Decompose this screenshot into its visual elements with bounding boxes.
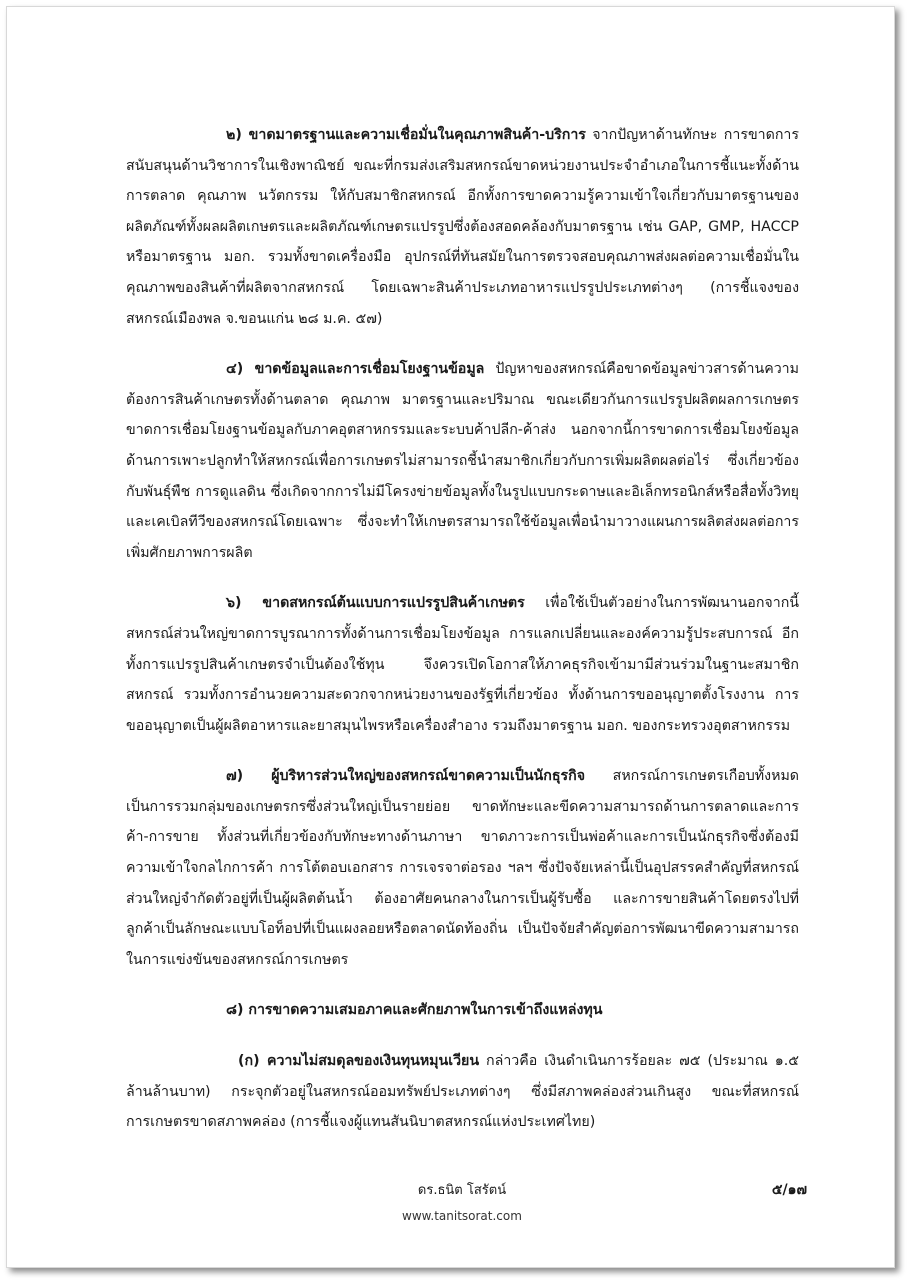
document-body bbox=[126, 120, 799, 1138]
paragraph-management bbox=[126, 761, 799, 975]
paragraph-heading: ๘) การขาดความเสมอภาคและศักยภาพในการเข้าถึงแหล่งทุน bbox=[226, 1002, 603, 1019]
paragraph-gap bbox=[126, 568, 799, 588]
paragraph-gap bbox=[126, 975, 799, 995]
paragraph-gap bbox=[126, 334, 799, 354]
footer-author: ดร.ธนิต โสรัตน์ bbox=[417, 1183, 507, 1198]
paragraph-text: เพื่อใช้เป็นตัวอย่างในการพัฒนานอกจากนี้สหกรณ์ส่วนใหญ่ขาดการบูรณาการทั้งด้านการเชื่อมโยงข้อมูล การแลกเปลี่ยนและองค์ความรู้ประสบการณ์ อีกทั้งการแปรรูปสินค้าเกษตรจำเป็นต้องใช้ทุน จึงควรเปิดโอกาสให้ภาคธุรกิจเข้ามามีส่วนร่วมในฐานะสมาชิกสหกรณ์ รวมทั้งการอำนวยความสะดวกจากหน่วยงานของรัฐที่เกี่ยวข้อง ทั้งด้านการขออนุญาตตั้งโรงงาน การขออนุญาตเป็นผู้ผลิตอาหารและยาสมุนไพรหรือเครื่องสำอาง รวมถึงมาตรฐาน มอก. ของกระทรวงอุตสาหกรรม bbox=[126, 595, 799, 734]
paragraph-gap bbox=[126, 1026, 799, 1046]
paragraph-text: จากปัญหาด้านทักษะ การขาดการสนับสนุนด้านวิชาการในเชิงพาณิชย์ ขณะที่กรมส่งเสริมสหกรณ์ขาดหน่วยงานประจำอำเภอในการชี้แนะทั้งด้านการตลาด คุณภาพ นวัตกรรม ให้กับสมาชิกสหกรณ์ อีกทั้งการขาดความรู้ความเข้าใจเกี่ยวกับมาตรฐานของผลิตภัณฑ์ทั้งผลผลิตเกษตรและผลิตภัณฑ์เกษตรแปรรูปซึ่งต้องสอดคล้องกับมาตรฐาน เช่น GAP, GMP, HACCP หรือมาตรฐาน มอก. รวมทั้งขาดเครื่องมือ อุปกรณ์ที่ทันสมัยในการตรวจสอบคุณภาพส่งผลต่อความเชื่อมั่นในคุณภาพของสินค้าที่ผลิตจากสหกรณ์ โดยเฉพาะสินค้าประเภทอาหารแปรรูปประเภทต่างๆ (การชี้แจงของสหกรณ์เมืองพล จ.ขอนแก่น ๒๘ ม.ค. ๕๗) bbox=[126, 127, 799, 327]
footer-website-link[interactable]: www.tanitsorat.com bbox=[402, 1209, 522, 1223]
paragraph-heading: ๖) ขาดสหกรณ์ต้นแบบการแปรรูปสินค้าเกษตร bbox=[226, 595, 525, 612]
paragraph-gap bbox=[126, 741, 799, 761]
paragraph-heading: ๔) ขาดข้อมูลและการเชื่อมโยงฐานข้อมูล bbox=[226, 361, 485, 378]
document-page bbox=[6, 6, 895, 1268]
paragraph-model-cooperative bbox=[126, 588, 799, 741]
paragraph-heading: (ก) ความไม่สมดุลของเงินทุนหมุนเวียน bbox=[238, 1053, 480, 1070]
paragraph-working-capital bbox=[126, 1046, 799, 1138]
page-number: ๕/๑๗ bbox=[771, 1182, 807, 1198]
paragraph-data-linkage bbox=[126, 354, 799, 568]
paragraph-standards bbox=[126, 120, 799, 334]
paragraph-funding-heading bbox=[126, 995, 799, 1026]
paragraph-text: กล่าวคือ เงินดำเนินการร้อยละ ๗๕ (ประมาณ ๑.๕ ล้านล้านบาท) กระจุกตัวอยู่ในสหกรณ์ออมทรัพย์ประเภทต่างๆ ซึ่งมีสภาพคล่องส่วนเกินสูง ขณะที่สหกรณ์การเกษตรขาดสภาพคล่อง (การชี้แจงผู้แทนสันนิบาตสหกรณ์แห่งประเทศไทย) bbox=[126, 1053, 799, 1131]
paragraph-heading: ๒) ขาดมาตรฐานและความเชื่อมั่นในคุณภาพสินค้า-บริการ bbox=[226, 127, 586, 143]
paragraph-text: สหกรณ์การเกษตรเกือบทั้งหมดเป็นการรวมกลุ่มของเกษตรกรซึ่งส่วนใหญ่เป็นรายย่อย ขาดทักษะและขีดความสามารถด้านการตลาดและการค้า-การขาย ทั้งส่วนที่เกี่ยวข้องกับทักษะทางด้านภาษา ขาดภาวะการเป็นพ่อค้าและการเป็นนักธุรกิจซึ่งต้องมีความเข้าใจกลไกการค้า การโต้ตอบเอกสาร การเจรจาต่อรอง ฯลฯ ซึ่งปัจจัยเหล่านี้เป็นอุปสรรคสำคัญที่สหกรณ์ส่วนใหญ่จำกัดตัวอยู่ที่เป็นผู้ผลิตต้นน้ำ ต้องอาศัยคนกลางในการเป็นผู้รับซื้อ และการขายสินค้าโดยตรงไปที่ลูกค้าเป็นลักษณะแบบโอท็อปที่เป็นแผงลอยหรือตลาดนัดท้องถิ่น เป็นปัจจัยสำคัญต่อการพัฒนาขีดความสามารถในการแข่งขันของสหกรณ์การเกษตร bbox=[126, 768, 800, 968]
paragraph-heading: ๗) ผู้บริหารส่วนใหญ่ของสหกรณ์ขาดความเป็นนักธุรกิจ bbox=[226, 768, 586, 785]
paragraph-text: ปัญหาของสหกรณ์คือขาดข้อมูลข่าวสารด้านความต้องการสินค้าเกษตรทั้งด้านตลาด คุณภาพ มาตรฐานและปริมาณ ขณะเดียวกันการแปรรูปผลิตผลการเกษตรขาดการเชื่อมโยงฐานข้อมูลกับภาคอุตสาหกรรมและระบบค้าปลีก-ค้าส่ง นอกจากนี้การขาดการเชื่อมโยงข้อมูลด้านการเพาะปลูกทำให้สหกรณ์เพื่อการเกษตรไม่สามารถชี้นำสมาชิกเกี่ยวกับการเพิ่มผลิตผลต่อไร่ ซึ่งเกี่ยวข้องกับพันธุ์พืช การดูแลดิน ซึ่งเกิดจากการไม่มีโครงข่ายข้อมูลทั้งในรูปแบบกระดาษและอิเล็กทรอนิกส์หรือสื่อทั้งวิทยุและเคเบิลทีวีของสหกรณ์โดยเฉพาะ ซึ่งจะทำให้เกษตรสามารถใช้ข้อมูลเพื่อนำมาวางแผนการผลิตส่งผลต่อการเพิ่มศักยภาพการผลิต bbox=[126, 361, 799, 561]
